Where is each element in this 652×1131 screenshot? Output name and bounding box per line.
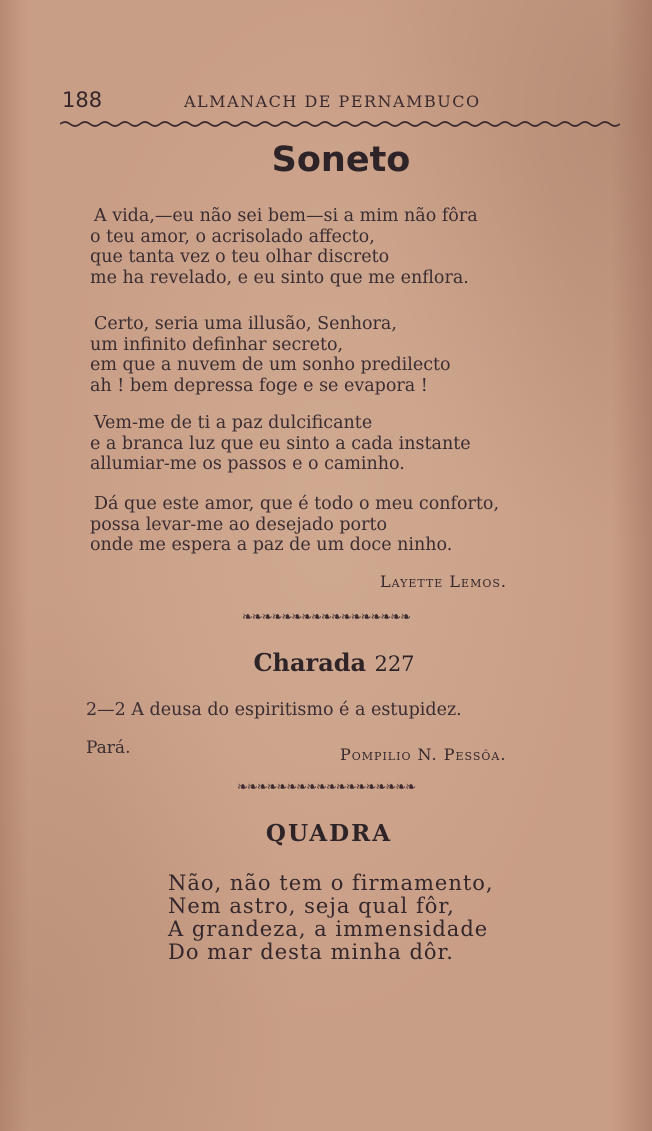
- verse-line: Dá que este amor, que é todo o meu conforto,: [94, 494, 500, 514]
- verse-line: A grandeza, a immensidade: [168, 917, 489, 941]
- verse-line: que tanta vez o teu olhar discreto: [90, 247, 390, 267]
- verse-line: possa levar-me ao desejado porto: [90, 514, 388, 535]
- verse-line: A vida,—eu não sei bem—si a mim não fôra: [94, 206, 478, 226]
- verse-line: onde me espera a paz de um doce ninho.: [90, 535, 453, 555]
- soneto-author: Layette Lemos.: [380, 572, 507, 591]
- verse-line: e a branca luz que eu sinto a cada instante: [90, 433, 471, 454]
- ornamental-divider: ❧❧❧❧❧❧❧❧❧❧❧❧❧❧❧❧❧❧: [236, 780, 416, 795]
- running-title: ALMANACH DE PERNAMBUCO: [184, 92, 481, 111]
- ornamental-divider: ❧❧❧❧❧❧❧❧❧❧❧❧❧❧❧❧❧: [241, 610, 411, 625]
- verse-line: Do mar desta minha dôr.: [168, 940, 454, 964]
- verse-line: me ha revelado, e eu sinto que me enflora.: [90, 267, 469, 288]
- charada-number: 227: [374, 652, 415, 676]
- verse-line: allumiar-me os passos e o caminho.: [90, 454, 405, 474]
- page-header: [62, 86, 602, 120]
- page-number: 188: [62, 88, 103, 112]
- verse-line: Certo, seria uma illusão, Senhora,: [94, 314, 397, 334]
- charada-author: Pompilio N. Pessôa.: [340, 745, 507, 764]
- quadra-title: QUADRA: [265, 820, 393, 847]
- soneto-title: Soneto: [271, 140, 411, 180]
- charada-heading: [0, 648, 652, 677]
- stanza-1: [90, 206, 570, 288]
- stanza-3: [90, 413, 570, 475]
- verse-line: em que a nuvem de um sonho predilecto: [90, 355, 451, 375]
- verse-line: Não, não tem o firmamento,: [168, 871, 494, 895]
- verse-line: Vem-me de ti a paz dulcificante: [94, 413, 373, 433]
- quadra-verse: [168, 872, 548, 964]
- verse-line: Nem astro, seja qual fôr,: [168, 894, 455, 918]
- verse-line: um infinito definhar secreto,: [90, 334, 344, 355]
- verse-line: ah ! bem depressa foge e se evapora !: [90, 375, 428, 396]
- charada-place: Pará.: [86, 738, 131, 758]
- header-wavy-rule: [60, 118, 620, 130]
- stanza-4: [90, 494, 570, 556]
- charada-title: Charada: [253, 648, 367, 677]
- stanza-2: [90, 314, 570, 396]
- verse-line: o teu amor, o acrisolado affecto,: [90, 226, 375, 247]
- charada-text: 2—2 A deusa do espiritismo é a estupidez.: [86, 700, 462, 720]
